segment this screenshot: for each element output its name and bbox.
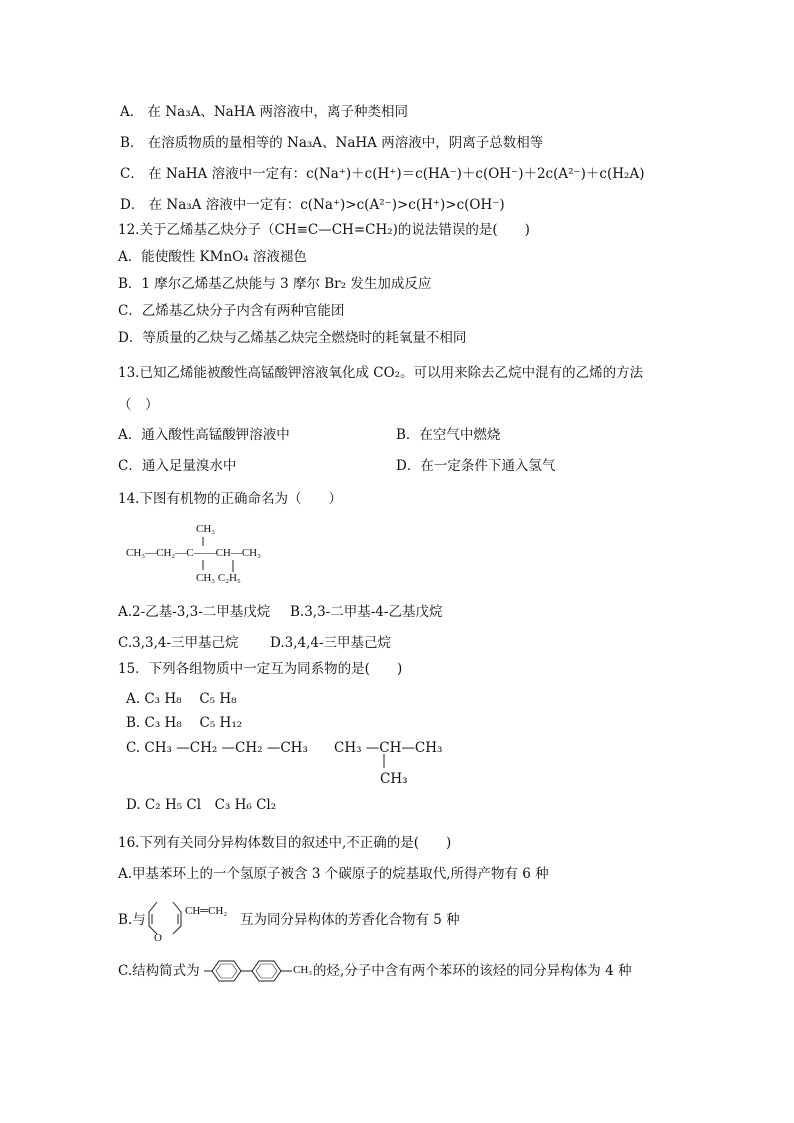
q13-stem: 13.已知乙烯能被酸性高锰酸钾溶液氧化成 CO₂。可以用来除去乙烷中混有的乙烯的方法: [118, 365, 644, 381]
q14-struct-top: CH₃: [196, 523, 216, 535]
q12-option-c: C．乙烯基乙炔分子内含有两种官能团: [118, 303, 345, 319]
pyran-ring-structure: [143, 898, 191, 944]
q14-option-b: B.3,3-二甲基-4-乙基戊烷: [290, 604, 443, 620]
q13-option-c: C．通入足量溴水中: [118, 458, 237, 474]
q16-option-c-text: 的烃,分子中含有两个苯环的该烃的同分异构体为 4 种: [313, 963, 632, 979]
q14-option-c: C.3,3,4-三甲基己烷: [118, 635, 239, 651]
q15-option-c: C. CH₃ —CH₂ —CH₂ —CH₃: [126, 740, 308, 756]
q15-option-c-isomer: CH₃ —CH—CH₃: [334, 740, 443, 756]
q12-option-a: A．能使酸性 KMnO₄ 溶液褪色: [118, 249, 307, 265]
q15-bond-line: [380, 754, 390, 770]
q16-option-c-prefix: C.结构简式为: [118, 963, 200, 979]
q12-option-d: D．等质量的乙炔与乙烯基乙炔完全燃烧时的耗氧量不相同: [118, 330, 467, 346]
q11-option-b: B． 在溶质物质的量相等的 Na₃A、NaHA 两溶液中，阴离子总数相等: [120, 135, 544, 151]
q16-option-b-prefix: B.与: [118, 912, 146, 928]
q14-struct-main: CH₃—CH₂—C——CH—CH₃: [126, 547, 261, 559]
q16-ring-oxygen: O: [154, 932, 162, 944]
q13-option-d: D．在一定条件下通入氢气: [396, 458, 556, 474]
q16-option-a: A.甲基苯环上的一个氢原子被含 3 个碳原子的烷基取代,所得产物有 6 种: [118, 866, 549, 882]
q11-option-c: C． 在 NaHA 溶液中一定有：c(Na⁺)＋c(H⁺)＝c(HA⁻)＋c(OH⁻)＋2c(A²⁻)＋c(H₂A): [120, 166, 645, 182]
q11-option-d: D． 在 Na₃A 溶液中一定有：c(Na⁺)>c(A²⁻)>c(H⁺)>c(OH⁻): [120, 197, 505, 213]
biphenyl-structure: [204, 957, 294, 985]
q14-struct-bottom: CH₃ C₂H₅: [196, 572, 241, 584]
q13-answer-paren: （ ）: [118, 397, 159, 413]
q13-option-a: A．通入酸性高锰酸钾溶液中: [118, 427, 290, 443]
q14-option-a: A.2-乙基-3,3-二甲基戊烷: [118, 604, 271, 620]
q15-option-a: A. C₃ H₈ C₅ H₈: [126, 691, 237, 707]
q16-methyl-group: CH₃: [293, 964, 313, 976]
q14-option-d: D.3,4,4-三甲基己烷: [270, 635, 392, 651]
q13-option-b: B．在空气中燃烧: [396, 427, 501, 443]
q12-option-b: B．1 摩尔乙烯基乙炔能与 3 摩尔 Br₂ 发生加成反应: [118, 276, 432, 292]
q12-stem: 12.关于乙烯基乙炔分子（CH≡C—CH=CH₂)的说法错误的是( ): [118, 222, 530, 238]
q15-option-b: B. C₃ H₈ C₅ H₁₂: [126, 715, 243, 731]
q16-option-b-text: 互为同分异构体的芳香化合物有 5 种: [240, 912, 460, 928]
q15-stem: 15．下列各组物质中一定互为同系物的是( ): [118, 661, 403, 677]
q15-option-d: D. C₂ H₅ Cl C₃ H₆ Cl₂: [126, 797, 277, 813]
q14-stem: 14.下图有机物的正确命名为（ ）: [118, 491, 342, 507]
q11-option-a: A． 在 Na₃A、NaHA 两溶液中，离子种类相同: [120, 104, 409, 120]
q15-option-c-branch: CH₃: [380, 771, 408, 787]
q16-vinyl-group: CH═CH₂: [185, 905, 228, 917]
q16-stem: 16.下列有关同分异构体数目的叙述中,不正确的是( ): [118, 835, 452, 851]
